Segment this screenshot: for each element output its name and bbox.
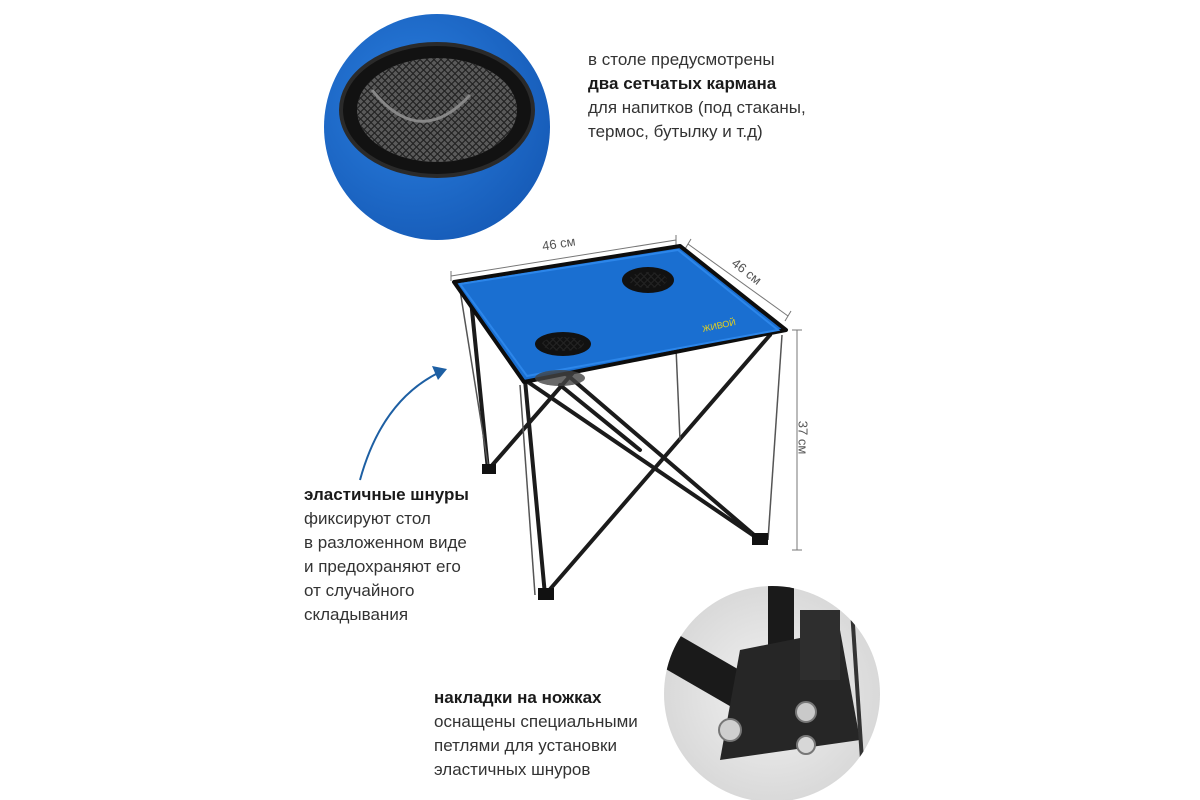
cords-caption [304, 483, 469, 627]
depth-label: 46 см [728, 255, 765, 288]
feet-line-3: петлями для установки [434, 736, 617, 755]
cords-line-3: в разложенном виде [304, 533, 467, 552]
pockets-caption [588, 48, 806, 144]
pockets-line-4: термос, бутылку и т.д) [588, 122, 763, 141]
feet-bold: накладки на ножках [434, 688, 602, 707]
feet-line-2: оснащены специальными [434, 712, 638, 731]
cords-bold: эластичные шнуры [304, 485, 469, 504]
feet-caption [434, 686, 638, 782]
height-label: 37 см [795, 420, 811, 455]
width-label: 46 см [541, 233, 577, 254]
cords-line-5: от случайного [304, 581, 415, 600]
cords-line-2: фиксируют стол [304, 509, 431, 528]
foot-closeup [639, 570, 880, 800]
pockets-bold: два сетчатых кармана [588, 74, 777, 93]
pockets-line-3: для напитков (под стаканы, [588, 98, 806, 117]
cords-line-4: и предохраняют его [304, 557, 461, 576]
pocket-closeup [324, 14, 550, 240]
pockets-line-1: в столе предусмотрены [588, 50, 775, 69]
feet-line-4: эластичных шнуров [434, 760, 591, 779]
cords-line-6: складывания [304, 605, 409, 624]
cord-arrow [360, 366, 447, 480]
svg-text:ЖИВОЙ: ЖИВОЙ [701, 317, 737, 334]
folding-table [454, 246, 786, 600]
